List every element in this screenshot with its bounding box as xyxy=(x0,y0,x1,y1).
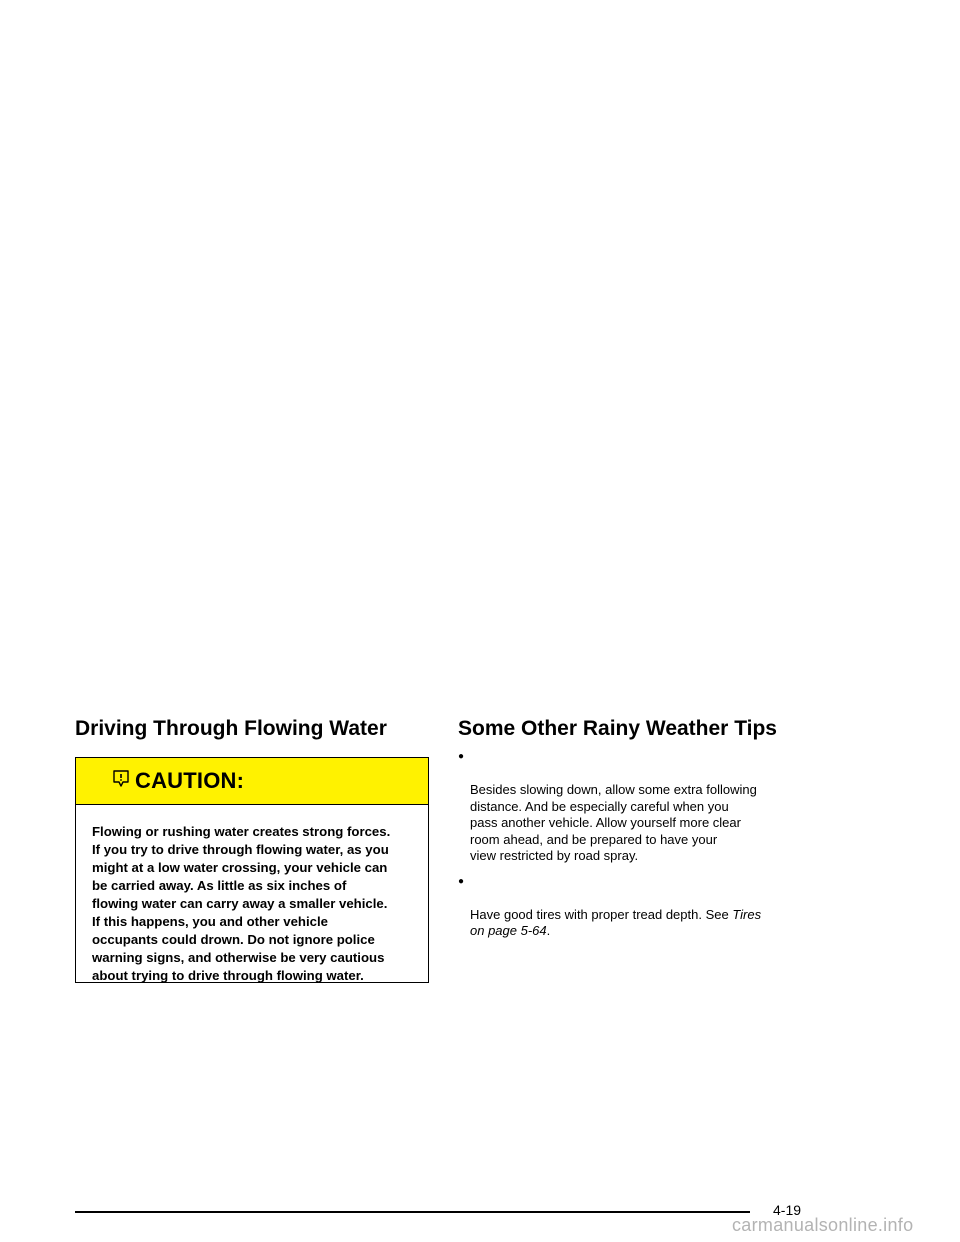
right-column xyxy=(458,715,823,949)
caution-title: CAUTION: xyxy=(135,768,245,793)
tires-page-reference-link[interactable]: Tires on page 5-64 xyxy=(470,906,762,938)
list-item xyxy=(458,749,823,865)
tip-suffix: . xyxy=(546,923,551,938)
caution-header xyxy=(76,758,428,805)
tip-text: Besides slowing down, allow some extra following distance. And be especially careful when you pass another vehicle. Allow yourself more clear room ahead, and be prepared to have your view restricted by road spray. xyxy=(470,782,757,863)
caution-box xyxy=(75,757,429,983)
watermark: carmanualsonline.info xyxy=(732,1215,914,1235)
section-heading-flowing-water: Driving Through Flowing Water xyxy=(75,717,387,740)
warning-triangle-icon xyxy=(111,768,131,788)
caution-body-text: Flowing or rushing water creates strong forces. If you try to drive through flowing water, as you might at a low water crossing, your vehicle can be carried away. As little as six inches of flowing water can carry away a smaller vehicle. If this happens, you and other vehicle occupants could drown. Do not ignore police warning signs, and otherwise be very cautious about trying to drive through flowing water. xyxy=(92,824,391,983)
page-number: 4-19 xyxy=(773,1202,802,1218)
list-item xyxy=(458,874,823,940)
bullet-icon: ● xyxy=(458,875,465,887)
bullet-icon: ● xyxy=(458,751,465,762)
tip-text: Have good tires with proper tread depth. See xyxy=(470,906,733,922)
footer-divider xyxy=(75,1211,750,1213)
tips-list xyxy=(458,749,823,940)
left-column xyxy=(75,715,431,743)
section-heading-rainy-tips: Some Other Rainy Weather Tips xyxy=(458,717,777,740)
